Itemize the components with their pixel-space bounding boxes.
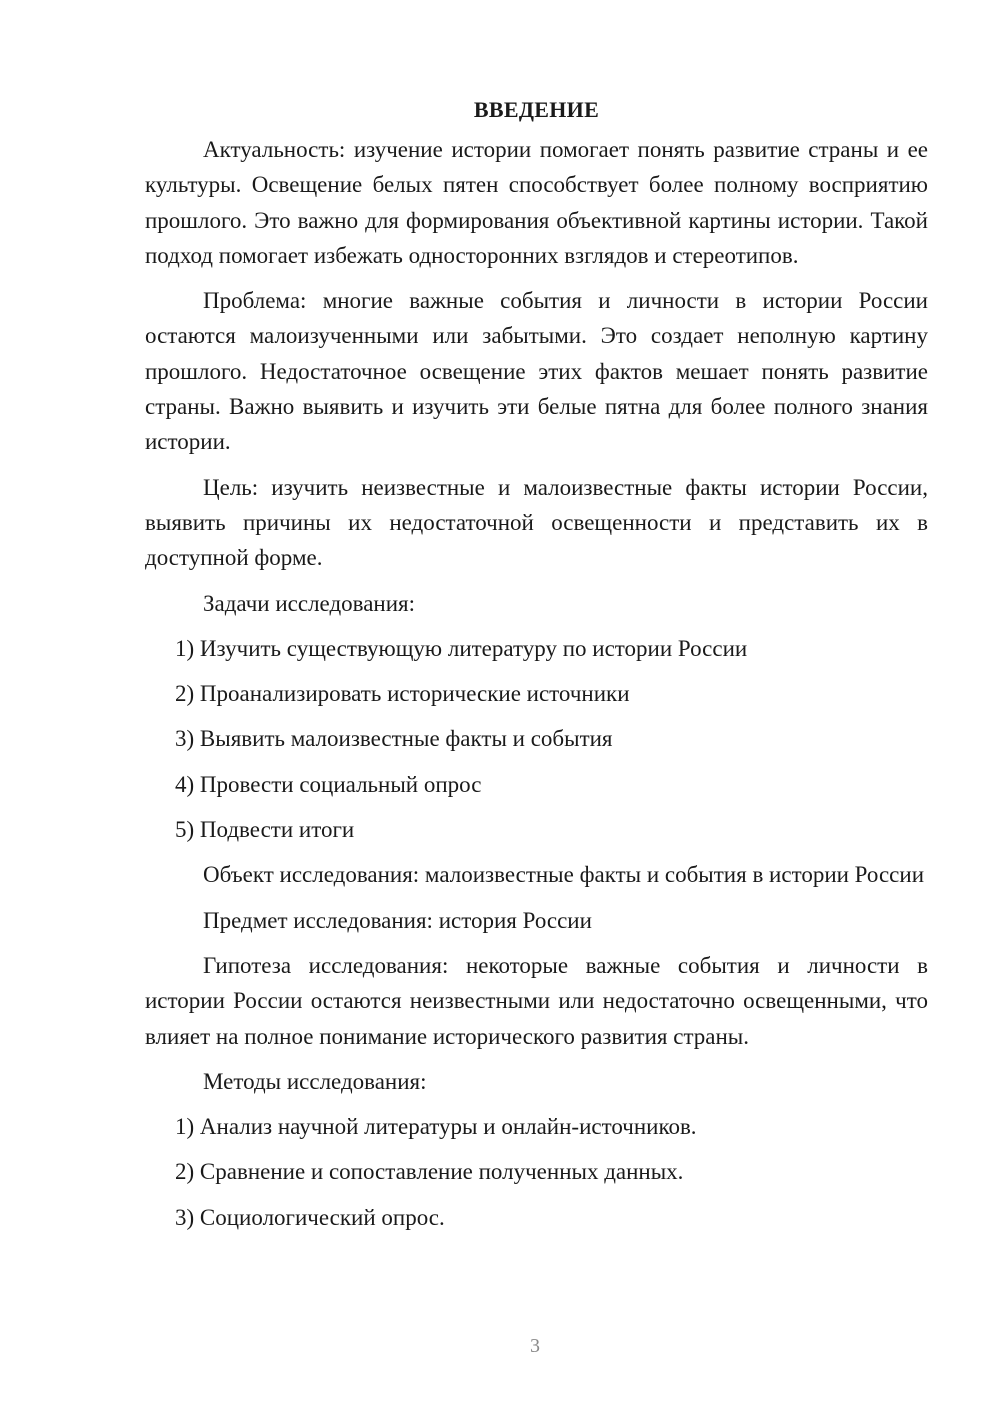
- problem-paragraph: Проблема: многие важные события и личности в истории России остаются малоизученными или забытыми. Это создает неполную картину прошлого. Недостаточное освещение этих фактов мешает понять развитие страны. Важно выявить и изучить эти белые пятна для более полного знания истории.: [145, 288, 928, 455]
- object-paragraph: Объект исследования: малоизвестные факты и события в истории России: [203, 862, 925, 888]
- task-item: 4) Провести социальный опрос: [175, 771, 482, 797]
- task-item: 2) Проанализировать исторические источники: [175, 681, 630, 707]
- task-item: 3) Выявить малоизвестные факты и события: [175, 726, 613, 752]
- tasks-list: [145, 631, 928, 847]
- method-item: 2) Сравнение и сопоставление полученных данных.: [175, 1159, 684, 1185]
- page-title: ВВЕДЕНИЕ: [473, 97, 600, 122]
- relevance-paragraph: Актуальность: изучение истории помогает понять развитие страны и ее культуры. Освещение белых пятен способствует более полному восприятию прошлого. Это важно для формирования объективной картины истории. Такой подход помогает избежать односторонних взглядов и стереотипов.: [145, 137, 928, 268]
- methods-heading: Методы исследования:: [203, 1068, 427, 1094]
- tasks-heading: Задачи исследования:: [203, 590, 416, 616]
- method-item: 1) Анализ научной литературы и онлайн-источников.: [175, 1114, 697, 1140]
- method-item: 3) Социологический опрос.: [175, 1204, 445, 1230]
- task-item: 1) Изучить существующую литературу по истории России: [175, 635, 748, 661]
- task-item: 5) Подвести итоги: [175, 817, 355, 843]
- page-content: [145, 92, 928, 1245]
- hypothesis-paragraph: Гипотеза исследования: некоторые важные события и личности в истории России остаются неизвестными или недостаточно освещенными, что влияет на полное понимание исторического развития страны.: [145, 952, 928, 1049]
- page-number: 3: [530, 1335, 540, 1357]
- subject-paragraph: Предмет исследования: история России: [203, 907, 592, 933]
- methods-list: [145, 1109, 928, 1235]
- goal-paragraph: Цель: изучить неизвестные и малоизвестные факты истории России, выявить причины их недостаточной освещенности и представить их в доступной форме.: [145, 474, 928, 571]
